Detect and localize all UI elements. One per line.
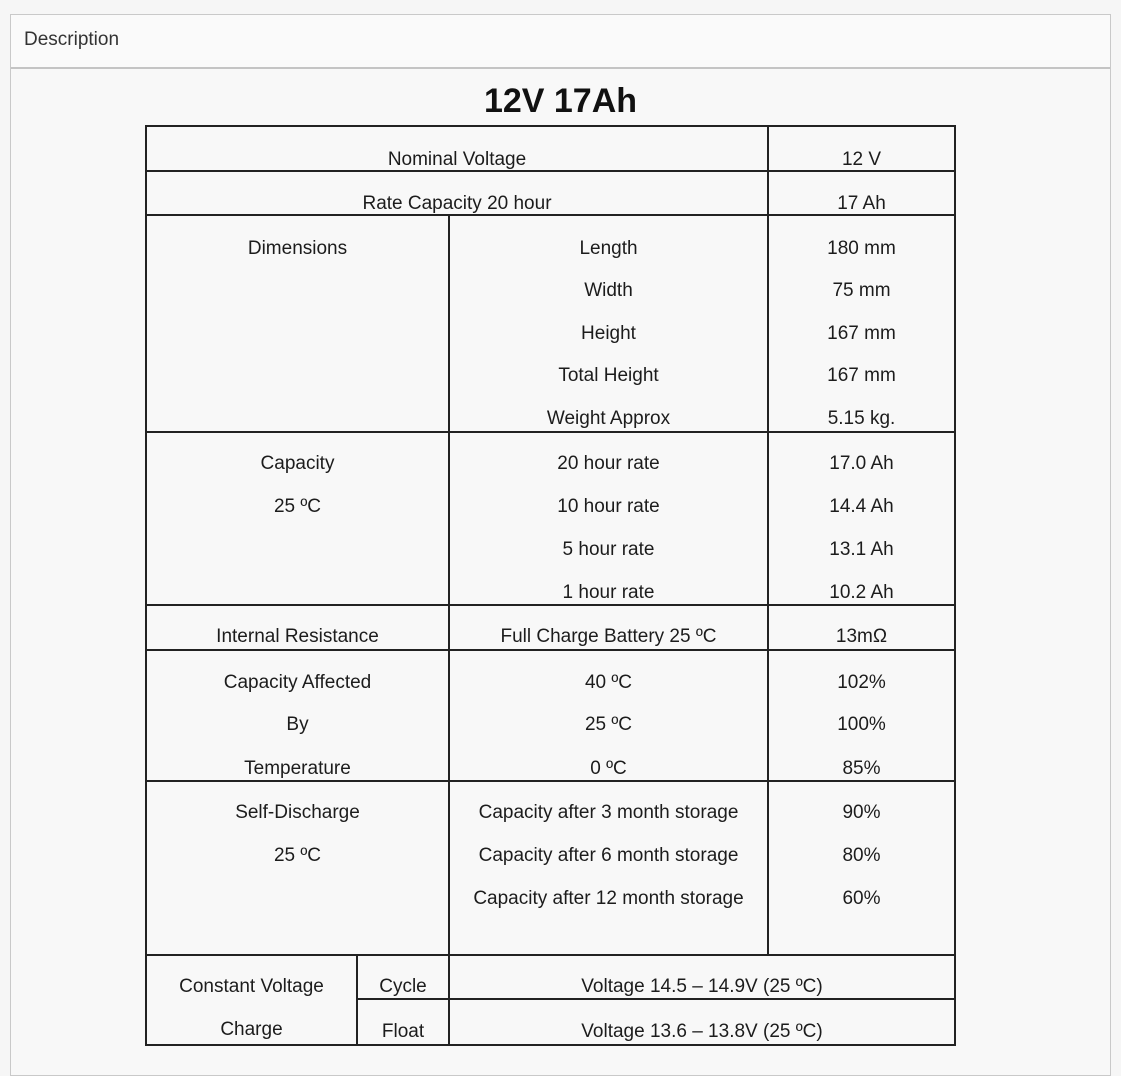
charge-mode: Cycle	[379, 976, 427, 997]
description-panel-header	[11, 15, 1110, 69]
self-discharge-row-value: 90%	[842, 802, 881, 823]
capacity-row-label: 5 hour rate	[562, 539, 655, 560]
dimension-row-label: Total Height	[558, 365, 659, 386]
temperature-label-line3: Temperature	[244, 758, 351, 779]
dimension-row-value: 167 mm	[827, 365, 896, 386]
dimension-row-value: 167 mm	[827, 323, 896, 344]
self-discharge-row-value: 80%	[842, 845, 881, 866]
charge-mode: Float	[381, 1021, 425, 1042]
self-discharge-row-label: Capacity after 12 month storage	[473, 888, 744, 909]
self-discharge-sublabel: 25 ºC	[273, 845, 322, 866]
temperature-row-label: 40 ºC	[584, 672, 633, 693]
dimension-row-label: Width	[584, 280, 633, 301]
panel-header-title: Description	[24, 29, 120, 50]
dimension-row-label: Length	[579, 238, 638, 259]
spec-table	[145, 125, 956, 1046]
nominal-voltage-value: 12 V	[841, 149, 882, 170]
temperature-row-value: 100%	[837, 714, 886, 735]
capacity-row-label: 10 hour rate	[557, 496, 660, 517]
capacity-row-value: 10.2 Ah	[829, 582, 894, 603]
capacity-label: Capacity	[260, 453, 335, 474]
dimension-row-value: 5.15 kg.	[827, 408, 896, 429]
capacity-row-value: 14.4 Ah	[829, 496, 894, 517]
dimension-row-value: 180 mm	[827, 238, 896, 259]
rule	[147, 649, 954, 651]
self-discharge-row-value: 60%	[842, 888, 881, 909]
charge-voltage: Voltage 13.6 – 13.8V (25 ºC)	[581, 1021, 823, 1042]
charge-label-line1: Constant Voltage	[179, 976, 324, 997]
charge-voltage: Voltage 14.5 – 14.9V (25 ºC)	[581, 976, 823, 997]
self-discharge-label: Self-Discharge	[235, 802, 360, 823]
capacity-sublabel: 25 ºC	[273, 496, 322, 517]
temperature-row-label: 0 ºC	[590, 758, 627, 779]
capacity-row-label: 1 hour rate	[562, 582, 655, 603]
dimension-row-label: Weight Approx	[546, 408, 671, 429]
internal-resistance-condition: Full Charge Battery 25 ºC	[500, 626, 717, 647]
charge-label-line2: Charge	[220, 1019, 283, 1040]
capacity-row-label: 20 hour rate	[557, 453, 660, 474]
temperature-label-line2: By	[286, 714, 309, 735]
capacity-row-value: 13.1 Ah	[829, 539, 894, 560]
internal-resistance-label: Internal Resistance	[216, 626, 379, 647]
self-discharge-row-label: Capacity after 6 month storage	[478, 845, 739, 866]
nominal-voltage-label: Nominal Voltage	[387, 149, 527, 170]
sheet-title: 12V 17Ah	[483, 82, 638, 120]
temperature-row-value: 102%	[837, 672, 886, 693]
temperature-row-value: 85%	[842, 758, 881, 779]
rule	[147, 431, 954, 433]
dimensions-label: Dimensions	[247, 238, 348, 259]
temperature-row-label: 25 ºC	[584, 714, 633, 735]
rule	[147, 954, 954, 956]
dimension-row-label: Height	[581, 323, 636, 344]
self-discharge-row-label: Capacity after 3 month storage	[478, 802, 739, 823]
temperature-label-line1: Capacity Affected	[223, 672, 372, 693]
rate-capacity-label: Rate Capacity 20 hour	[362, 193, 552, 214]
capacity-row-value: 17.0 Ah	[829, 453, 894, 474]
internal-resistance-value: 13mΩ	[835, 626, 888, 647]
dimension-row-value: 75 mm	[832, 280, 891, 301]
rate-capacity-value: 17 Ah	[837, 193, 886, 214]
